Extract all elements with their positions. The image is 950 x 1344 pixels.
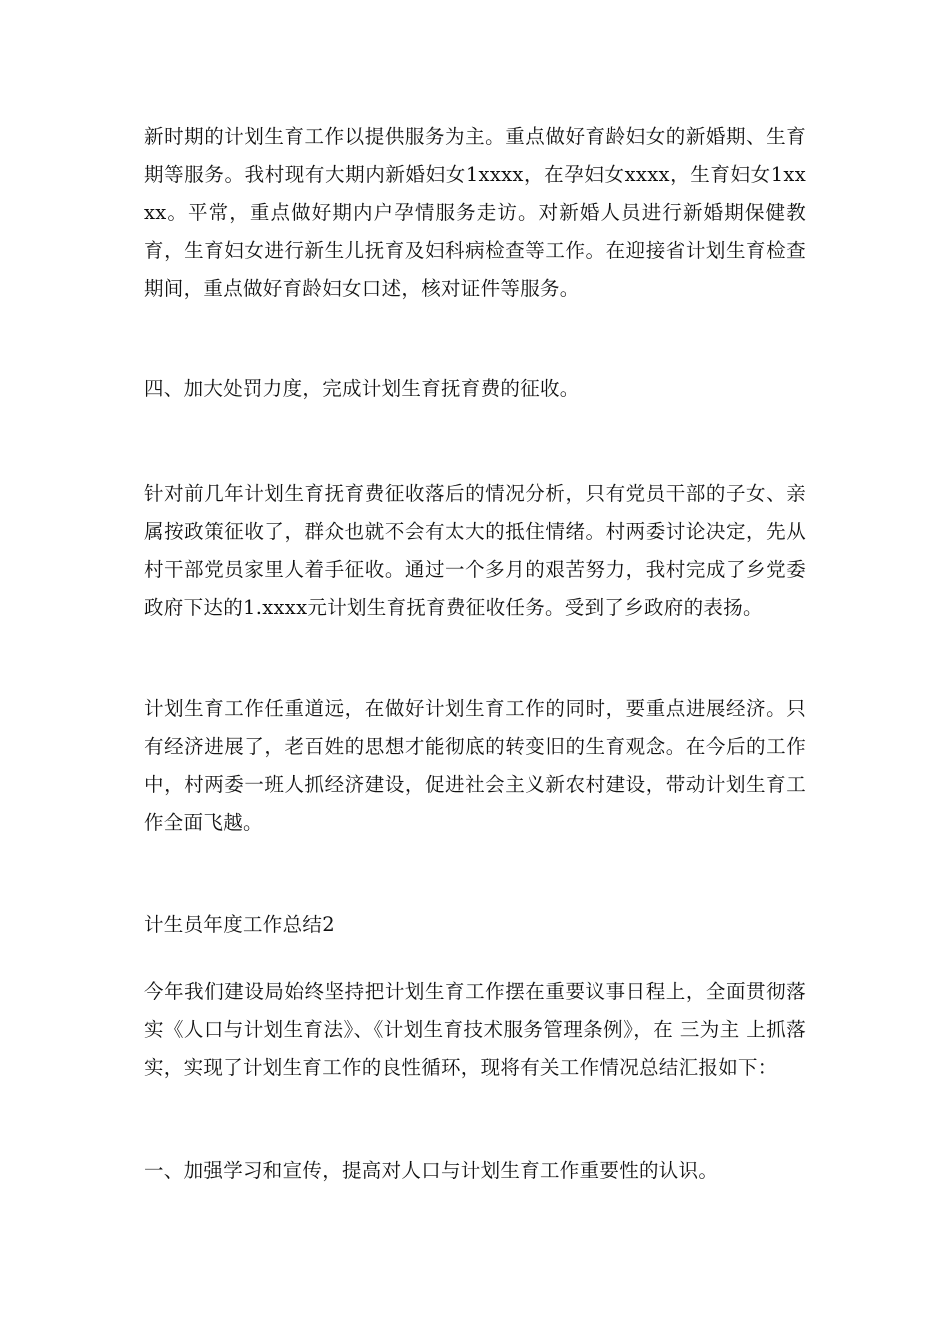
paragraph-section-one-heading: 一、加强学习和宣传，提高对人口与计划生育工作重要性的认识。 xyxy=(144,1159,719,1182)
paragraph-service-work: 新时期的计划生育工作以提供服务为主。重点做好育龄妇女的新婚期、生育期等服务。我村现有大期内新婚妇女1xxxx，在孕妇女xxxx，生育妇女1xxxx。平常，重点做好期内户孕情服务走访。对新婚人员进行新婚期保健教育，生育妇女进行新生儿抚育及妇科病检查等工作。在迎接省计划生育检查期间，重点做好育龄妇女口述，核对证件等服务。 xyxy=(144,125,806,300)
paragraph-fee-collection: 针对前几年计划生育抚育费征收落后的情况分析，只有党员干部的子女、亲属按政策征收了，群众也就不会有太大的抵住情绪。村两委讨论决定，先从村干部党员家里人着手征收。通过一个多月的艰苦努力，我村完成了乡党委政府下达的1.xxxx元计划生育抚育费征收任务。受到了乡政府的表扬。 xyxy=(144,482,806,619)
paragraph-summary-intro: 今年我们建设局始终坚持把计划生育工作摆在重要议事日程上，全面贯彻落实《人口与计划生育法》、《计划生育技术服务管理条例》，在 三为主 上抓落实，实现了计划生育工作的良性循环，现将有关工作情况总结汇报如下： xyxy=(144,980,806,1079)
paragraph-section-four-heading: 四、加大处罚力度，完成计划生育抚育费的征收。 xyxy=(144,377,580,400)
paragraph-economic-development: 计划生育工作任重道远，在做好计划生育工作的同时，要重点进展经济。只有经济进展了，老百姓的思想才能彻底的转变旧的生育观念。在今后的工作中，村两委一班人抓经济建设，促进社会主义新农村建设，带动计划生育工作全面飞越。 xyxy=(144,697,806,834)
section-title-summary-2: 计生员年度工作总结2 xyxy=(144,913,335,936)
